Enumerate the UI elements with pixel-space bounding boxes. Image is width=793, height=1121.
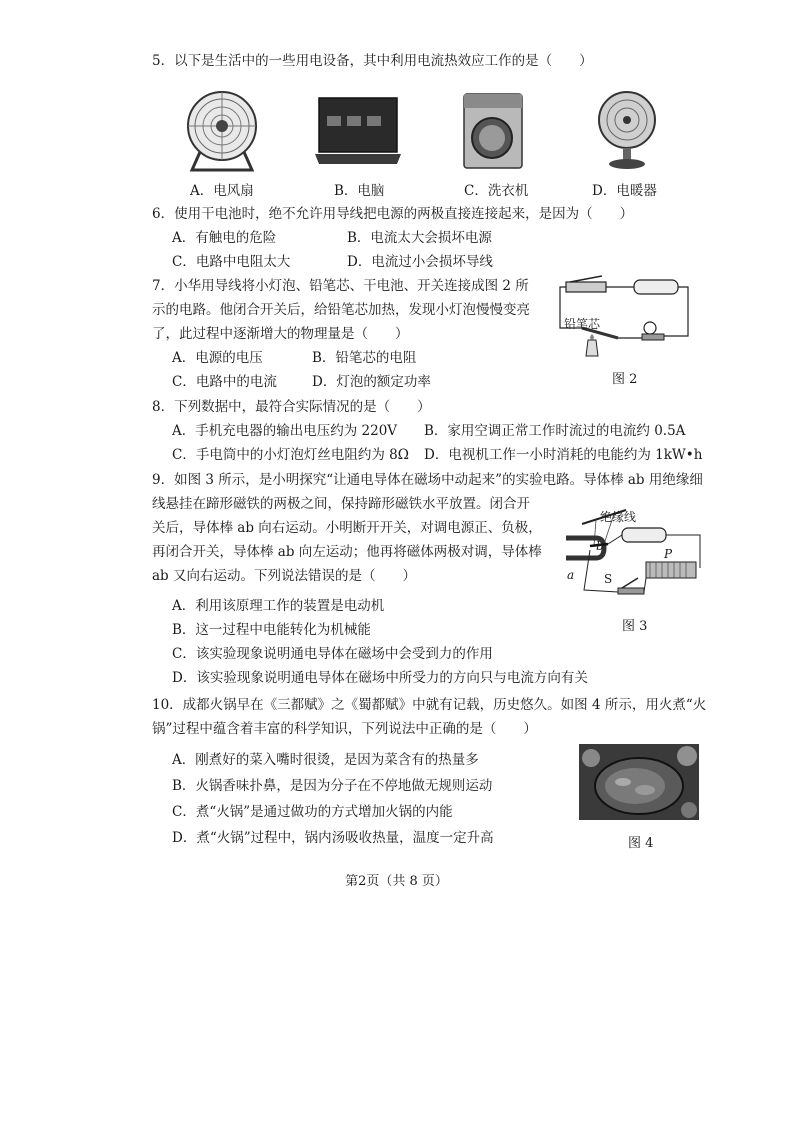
figure-3-label-s: S [604,572,613,586]
q7-option-a[interactable]: A．电源的电压 [172,350,263,366]
figure-3-thread-label: 绝缘线 [600,510,637,524]
q9-option-c[interactable]: C．该实验现象说明通电导体在磁场中会受到力的作用 [172,646,493,662]
q6-option-a[interactable]: A．有触电的危险 [172,230,277,246]
q9-stem-line-5: ab 又向右运动。下列说法错误的是（ ） [152,568,416,584]
figure-3-label-p: P [664,547,673,561]
figure-3-label-a: a [567,568,575,582]
q9-option-b[interactable]: B．这一过程中电能转化为机械能 [172,622,371,638]
q8-option-d[interactable]: D．电视机工作一小时消耗的电能约为 1kW•h [424,447,703,463]
q6-option-c[interactable]: C．电路中电阻太大 [172,254,291,270]
figure-4-caption: 图 4 [628,836,654,851]
q5-option-d[interactable]: D．电暖器 [592,183,657,199]
q5-stem: 5．以下是生活中的一些用电设备，其中利用电流热效应工作的是（ ） [152,53,593,69]
page-footer: 第2页（共 8 页） [345,874,448,889]
q6-option-d[interactable]: D．电流过小会损坏导线 [347,254,493,270]
q10-option-b[interactable]: B．火锅香味扑鼻，是因为分子在不停地做无规则运动 [172,778,493,794]
q7-option-d[interactable]: D．灯泡的额定功率 [312,374,431,390]
washing-machine-image [462,92,524,170]
q7-stem-line-3: 了，此过程中逐渐增大的物理量是（ ） [152,326,409,342]
q9-stem-line-4: 再闭合开关，导体棒 ab 向左运动；他再将磁体两极对调，导体棒 [152,544,542,560]
q9-option-d[interactable]: D．该实验现象说明通电导体在磁场中所受力的方向只与电流方向有关 [172,670,588,686]
q5-option-c[interactable]: C．洗衣机 [464,183,529,199]
q8-stem: 8．下列数据中，最符合实际情况的是（ ） [152,399,431,415]
q6-option-b[interactable]: B．电流太大会损坏电源 [347,230,492,246]
q8-option-c[interactable]: C．手电筒中的小灯泡灯丝电阻约为 8Ω [172,447,409,463]
q10-option-d[interactable]: D．煮“火锅”过程中，锅内汤吸收热量，温度一定升高 [172,830,494,846]
q7-stem-line-2: 示的电路。他闭合开关后，给铅笔芯加热，发现小灯泡慢慢变亮 [152,302,530,318]
q7-stem-line-1: 7．小华用导线将小灯泡、铅笔芯、干电池、开关连接成图 2 所 [152,278,529,294]
q5-option-a[interactable]: A．电风扇 [190,183,254,199]
figure-2-pencil-label: 铅笔芯 [564,317,601,331]
q10-stem-line-2: 锅”过程中蕴含着丰富的科学知识，下列说法中正确的是（ ） [152,721,537,737]
figure-2-caption: 图 2 [612,372,638,387]
q10-option-a[interactable]: A．刚煮好的菜入嘴时很烫，是因为菜含有的热量多 [172,752,479,768]
q8-option-b[interactable]: B．家用空调正常工作时流过的电流约 0.5A [424,423,686,439]
q8-option-a[interactable]: A．手机充电器的输出电压约为 220V [172,423,398,439]
laptop-image [315,96,403,168]
q9-stem-line-2: 线悬挂在蹄形磁铁的两极之间，保持蹄形磁铁水平放置。闭合开 [152,496,530,512]
q10-stem-line-1: 10．成都火锅早在《三都赋》之《蜀都赋》中就有记载，历史悠久。如图 4 所示，用火煮“火 [152,697,707,713]
electric-fan-image [180,88,264,174]
q7-option-b[interactable]: B．铅笔芯的电阻 [312,350,417,366]
q9-stem-line-3: 关后，导体棒 ab 向右运动。小明断开开关，对调电源正、负极， [152,520,542,536]
electric-heater-image [596,88,658,172]
q9-stem-line-1: 9．如图 3 所示，是小明探究“让通电导体在磁场中动起来”的实验电路。导体棒 ab 用绝缘细 [152,472,703,488]
q6-stem: 6．使用干电池时，绝不允许用导线把电源的两极直接连接起来，是因为（ ） [152,206,634,222]
figure-3-caption: 图 3 [622,619,648,634]
q7-option-c[interactable]: C．电路中的电流 [172,374,277,390]
figure-4-hotpot-photo [579,744,699,820]
q5-option-b[interactable]: B．电脑 [334,183,385,199]
q9-option-a[interactable]: A．利用该原理工作的装置是电动机 [172,598,385,614]
figure-3-label-b: b [596,539,604,553]
q10-option-c[interactable]: C．煮“火锅”是通过做功的方式增加火锅的内能 [172,804,453,820]
